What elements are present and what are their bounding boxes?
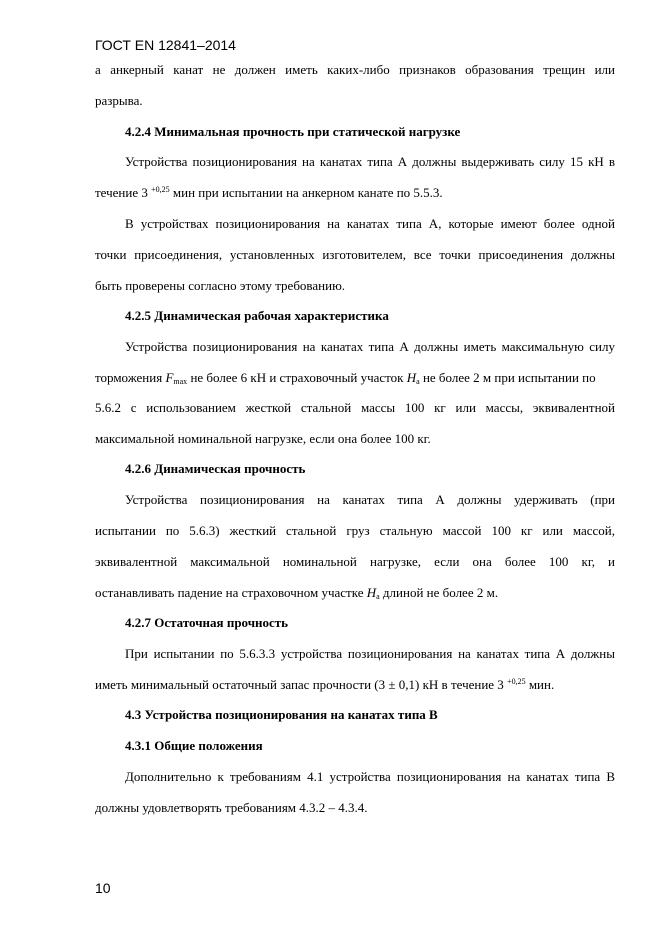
symbol-h: H — [406, 370, 417, 385]
section-heading-4-3-1: 4.3.1 Общие положения — [125, 738, 263, 753]
text-run: длиной не более 2 м. — [379, 585, 499, 600]
paragraph-line: При испытании по 5.6.3.3 устройства позиционирования на канатах типа А должны — [125, 646, 615, 661]
paragraph-line — [95, 585, 615, 601]
paragraph-line: Устройства позиционирования на канатах типа А должны удерживать (при — [125, 492, 615, 507]
symbol-h: H — [366, 585, 377, 600]
document-header: ГОСТ EN 12841–2014 — [95, 37, 236, 53]
subscript: a — [376, 592, 380, 601]
text-run: торможения — [95, 370, 166, 385]
superscript: +0,25 — [507, 677, 526, 686]
paragraph-line: а анкерный канат не должен иметь каких-либо признаков образования трещин или — [95, 62, 615, 77]
subscript: a — [416, 377, 420, 386]
text-run: мин при испытании на анкерном канате по 5.5.3. — [169, 185, 443, 200]
paragraph-line: Устройства позиционирования на канатах типа А должны выдерживать силу 15 кН в — [125, 154, 615, 169]
section-heading-4-2-6: 4.2.6 Динамическая прочность — [125, 461, 306, 476]
text-run: течение 3 — [95, 185, 148, 200]
symbol-f: F — [165, 370, 174, 385]
text-run: не более 2 м при испытании по — [419, 370, 596, 385]
paragraph-line — [95, 677, 615, 693]
superscript: +0,25 — [151, 185, 170, 194]
paragraph-line: 5.6.2 с использованием жесткой стальной массы 100 кг или массы, эквивалентной — [95, 400, 615, 415]
text-run: мин. — [525, 677, 555, 692]
paragraph-line: быть проверены согласно этому требованию. — [95, 278, 346, 293]
paragraph-line: В устройствах позиционирования на канатах типа А, которые имеют более одной — [125, 216, 615, 231]
paragraph-line: испытании по 5.6.3) жесткий стальной груз стальную массой 100 кг или массой, — [95, 523, 615, 538]
text-run: не более 6 кН и страховочный участок — [187, 370, 407, 385]
text-run: останавливать падение на страховочном участке — [95, 585, 367, 600]
paragraph-line: Устройства позиционирования на канатах типа А должны иметь максимальную силу — [125, 339, 615, 354]
section-heading-4-2-7: 4.2.7 Остаточная прочность — [125, 615, 289, 630]
paragraph-line: разрыва. — [95, 93, 143, 108]
page-number: 10 — [95, 880, 111, 896]
text-run: иметь минимальный остаточный запас прочности (3 ± 0,1) кН в течение 3 — [95, 677, 504, 692]
subscript: max — [173, 377, 188, 386]
paragraph-line: эквивалентной максимальной номинальной нагрузке, если она более 100 кг, и — [95, 554, 615, 569]
section-heading-4-3: 4.3 Устройства позиционирования на канатах типа В — [125, 707, 438, 722]
section-heading-4-2-4: 4.2.4 Минимальная прочность при статической нагрузке — [125, 124, 461, 139]
paragraph-line: точки присоединения, установленных изготовителем, все точки присоединения должны — [95, 247, 615, 262]
paragraph-line: должны удовлетворять требованиям 4.3.2 – 4.3.4. — [95, 800, 368, 815]
paragraph-line — [95, 370, 615, 386]
section-heading-4-2-5: 4.2.5 Динамическая рабочая характеристика — [125, 308, 389, 323]
paragraph-line: максимальной номинальной нагрузке, если она более 100 кг. — [95, 431, 431, 446]
paragraph-line: Дополнительно к требованиям 4.1 устройства позиционирования на канатах типа В — [125, 769, 615, 784]
paragraph-line — [95, 185, 615, 201]
